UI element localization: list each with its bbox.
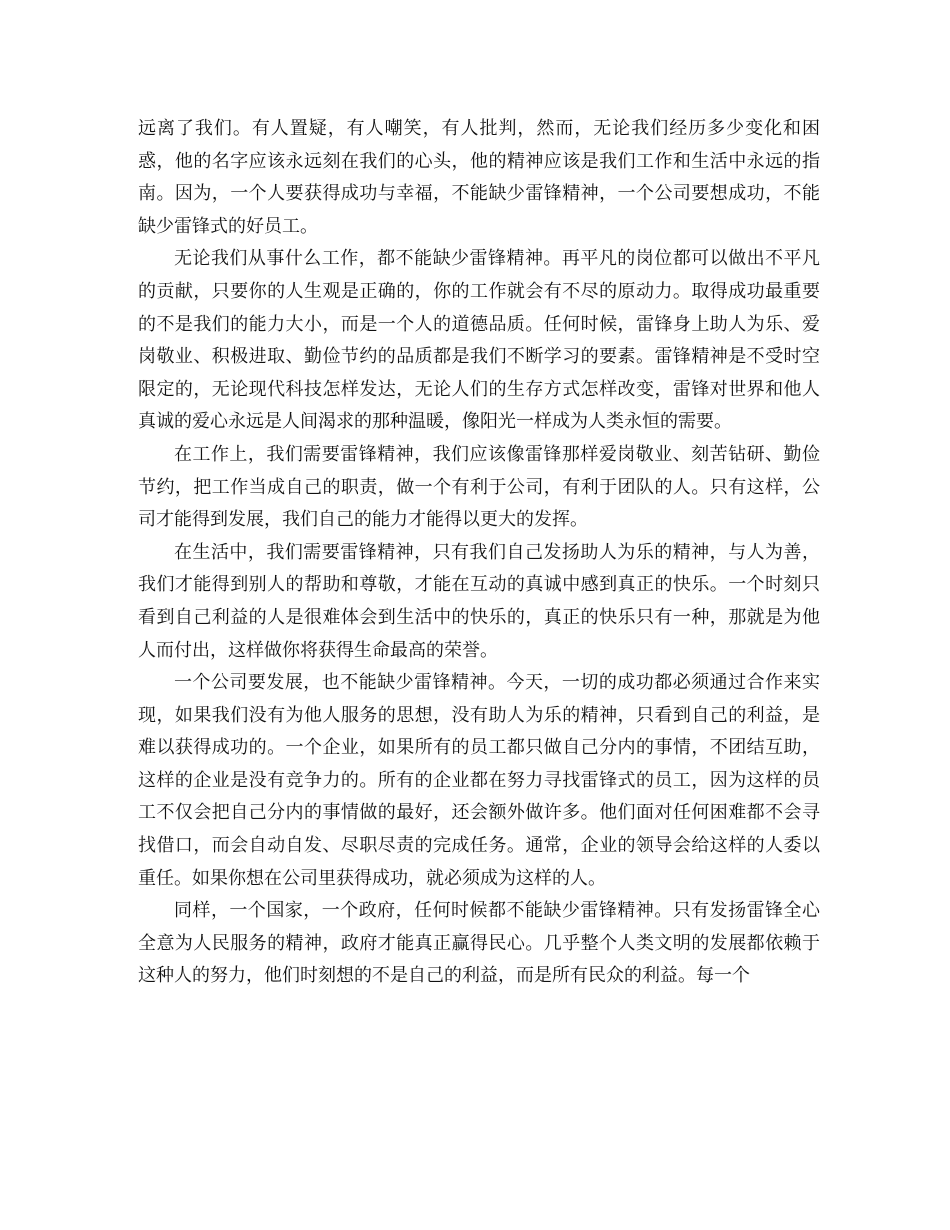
document-body — [138, 113, 820, 993]
paragraph: 同样，一个国家，一个政府，任何时候都不能缺少雷锋精神。只有发扬雷锋全心全意为人民服务的精神，政府才能真正赢得民心。几乎整个人类文明的发展都依赖于这种人的努力，他们时刻想的不是自己的利益，而是所有民众的利益。每一个 — [138, 900, 820, 987]
paragraph: 无论我们从事什么工作，都不能缺少雷锋精神。再平凡的岗位都可以做出不平凡的贡献，只要你的人生观是正确的，你的工作就会有不尽的原动力。取得成功最重要的不是我们的能力大小，而是一个人的道德品质。任何时候，雷锋身上助人为乐、爱岗敬业、积极进取、勤俭节约的品质都是我们不断学习的要素。雷锋精神是不受时空限定的，无论现代科技怎样发达，无论人们的生存方式怎样改变，雷锋对世界和他人真诚的爱心永远是人间渴求的那种温暖，像阳光一样成为人类永恒的需要。 — [138, 248, 820, 433]
paragraph: 一个公司要发展，也不能缺少雷锋精神。今天，一切的成功都必须通过合作来实现，如果我们没有为他人服务的思想，没有助人为乐的精神，只看到自己的利益，是难以获得成功的。一个企业，如果所有的员工都只做自己分内的事情，不团结互助，这样的企业是没有竞争力的。所有的企业都在努力寻找雷锋式的员工，因为这样的员工不仅会把自己分内的事情做的最好，还会额外做许多。他们面对任何困难都不会寻找借口，而会自动自发、尽职尽责的完成任务。通常，企业的领导会给这样的人委以重任。如果你想在公司里获得成功，就必须成为这样的人。 — [138, 672, 820, 889]
paragraph: 在生活中，我们需要雷锋精神，只有我们自己发扬助人为乐的精神，与人为善，我们才能得到别人的帮助和尊敬，才能在互动的真诚中感到真正的快乐。一个时刻只看到自己利益的人是很难体会到生活中的快乐的，真正的快乐只有一种，那就是为他人而付出，这样做你将获得生命最高的荣誉。 — [138, 541, 820, 661]
paragraph-continued: 远离了我们。有人置疑，有人嘲笑，有人批判，然而，无论我们经历多少变化和困惑，他的名字应该永远刻在我们的心头，他的精神应该是我们工作和生活中永远的指南。因为，一个人要获得成功与幸福，不能缺少雷锋精神，一个公司要想成功，不能缺少雷锋式的好员工。 — [138, 118, 820, 237]
paragraph: 在工作上，我们需要雷锋精神，我们应该像雷锋那样爱岗敬业、刻苦钻研、勤俭节约，把工作当成自己的职责，做一个有利于公司，有利于团队的人。只有这样，公司才能得到发展，我们自己的能力才能得以更大的发挥。 — [138, 443, 820, 531]
